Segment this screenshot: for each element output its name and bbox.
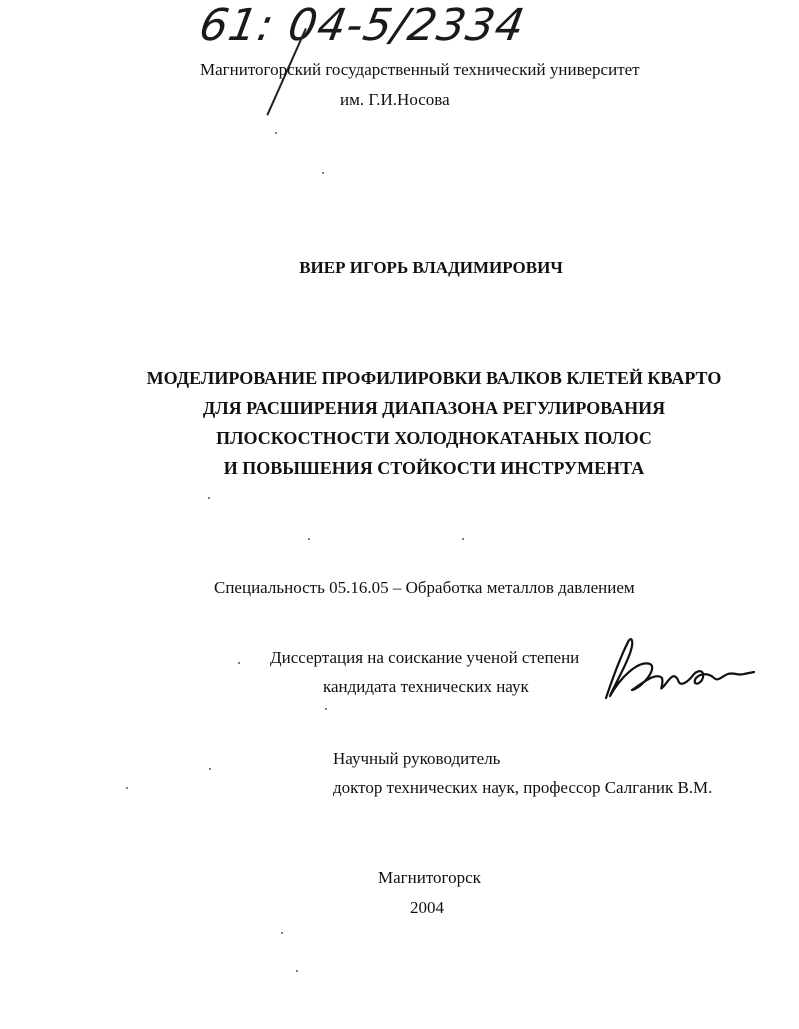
thesis-title-line4: И ПОВЫШЕНИЯ СТОЙКОСТИ ИНСТРУМЕНТА [223, 458, 645, 478]
archive-mark-handwritten: 61: 04-5/2334 [195, 0, 529, 51]
scan-speck [281, 932, 283, 934]
scan-speck [308, 538, 310, 540]
scan-speck [325, 708, 327, 710]
dissertation-degree-line2: кандидата технических наук [323, 677, 529, 696]
specialty: Специальность 05.16.05 – Обработка металлов давлением [214, 578, 635, 597]
thesis-title-line2: ДЛЯ РАСШИРЕНИЯ ДИАПАЗОНА РЕГУЛИРОВАНИЯ [202, 398, 666, 418]
scan-speck [208, 497, 210, 499]
city: Магнитогорск [378, 868, 481, 887]
author-signature [598, 630, 758, 710]
scan-speck [275, 132, 277, 134]
supervisor-name: доктор технических наук, профессор Салганик В.М. [333, 778, 713, 797]
scan-speck [462, 538, 464, 540]
thesis-title-line3: ПЛОСКОСТНОСТИ ХОЛОДНОКАТАНЫХ ПОЛОС [216, 428, 652, 448]
university-name-line1: Магнитогорский государственный технический университет [200, 60, 640, 79]
dissertation-degree-line1: Диссертация на соискание ученой степени [270, 648, 580, 667]
scan-speck [322, 172, 324, 174]
scan-speck [126, 787, 128, 789]
scan-speck [209, 768, 211, 770]
author-name: ВИЕР ИГОРЬ ВЛАДИМИРОВИЧ [299, 258, 563, 277]
supervisor-label: Научный руководитель [333, 749, 501, 768]
thesis-title-line1: МОДЕЛИРОВАНИЕ ПРОФИЛИРОВКИ ВАЛКОВ КЛЕТЕЙ КВАРТО [146, 368, 722, 388]
university-name-line2: им. Г.И.Носова [340, 90, 450, 109]
year: 2004 [410, 898, 444, 917]
scan-speck [296, 970, 298, 972]
scan-speck [238, 662, 240, 664]
